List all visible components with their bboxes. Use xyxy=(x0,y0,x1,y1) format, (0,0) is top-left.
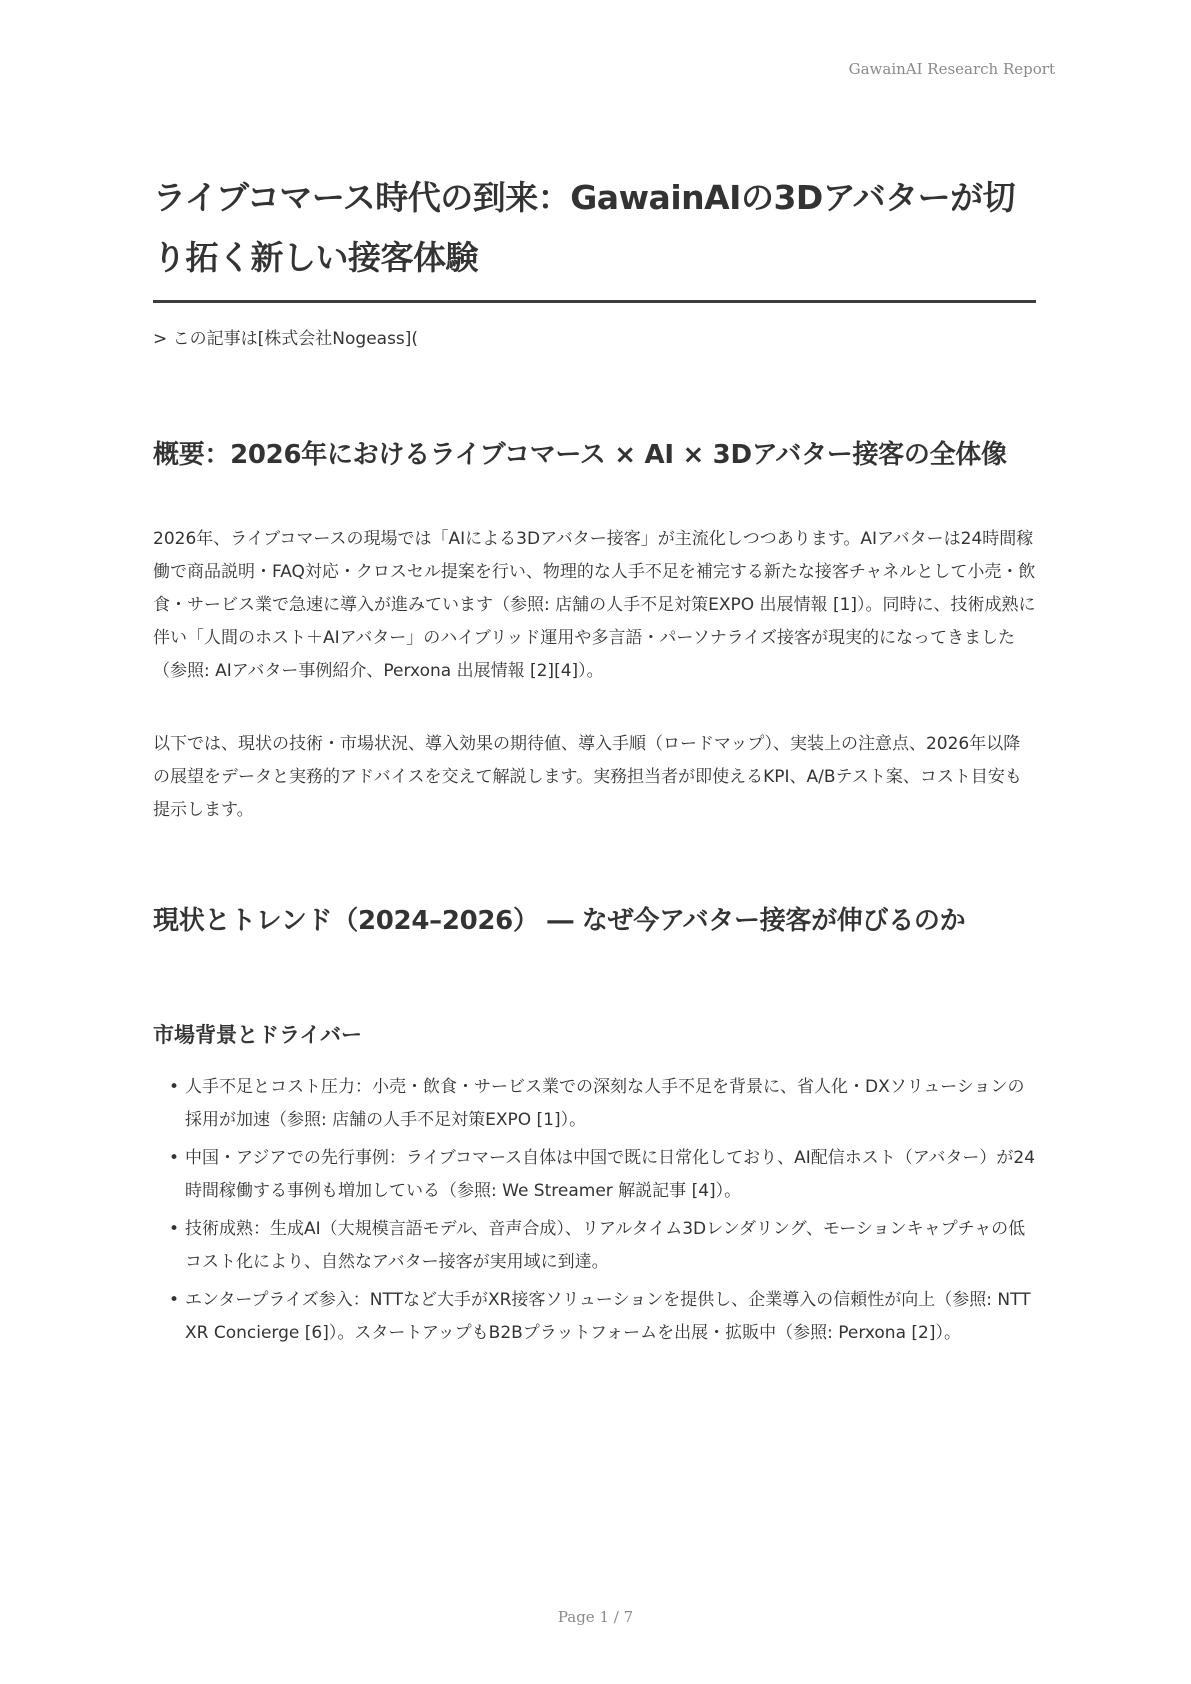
section-heading-trends: 現状とトレンド（2024–2026） ― なぜ今アバター接客が伸びるのか xyxy=(153,906,966,936)
list-item xyxy=(169,1284,1036,1350)
overview-paragraph-1: 2026年、ライブコマースの現場では「AIによる3Dアバター接客」が主流化しつつあります。AIアバターは24時間稼働で商品説明・FAQ対応・クロスセル提案を行い、物理的な人手不足を補完する新たな接客チャネルとして小売・飲食・サービス業で急速に導入が進みています（参照: 店舗の人手不足対策EXPO 出展情報 [1]）。同時に、技術成熟に伴い「人間のホスト＋AIアバター」のハイブリッド運用や多言語・パーソナライズ接客が現実的になってきました（参照: AIアバター事例紹介、Perxona 出展情報 [2][4]）。 xyxy=(153,529,1036,681)
page-number: Page 1 / 7 xyxy=(557,1608,634,1626)
section-heading-overview: 概要：2026年におけるライブコマース × AI × 3Dアバター接客の全体像 xyxy=(153,440,1007,470)
subsection-heading-market-drivers: 市場背景とドライバー xyxy=(153,1023,362,1047)
attribution-note: > この記事は[株式会社Nogeass]( xyxy=(153,329,419,349)
document-title: ライブコマース時代の到来：GawainAIの3Dアバターが切り拓く新しい接客体験 xyxy=(153,168,1036,303)
bullet-icon: • xyxy=(169,1219,180,1239)
running-header: GawainAI Research Report xyxy=(848,60,1055,78)
document-body xyxy=(153,168,1036,1355)
list-item-text: エンタープライズ参入：NTTなど大手がXR接客ソリューションを提供し、企業導入の信頼性が向上（参照: NTT XR Concierge [6]）。スタートアップもB2Bプラットフォームを出展・拡販中（参照: Perxona [2]）。 xyxy=(185,1290,1031,1343)
list-item-text: 人手不足とコスト圧力：小売・飲食・サービス業での深刻な人手不足を背景に、省人化・DXソリューションの採用が加速（参照: 店舗の人手不足対策EXPO [1]）。 xyxy=(185,1077,1025,1130)
market-drivers-list xyxy=(153,1071,1036,1350)
overview-paragraph-2: 以下では、現状の技術・市場状況、導入効果の期待値、導入手順（ロードマップ）、実装上の注意点、2026年以降の展望をデータと実務的アドバイスを交えて解説します。実務担当者が即使えるKPI、A/Bテスト案、コスト目安も提示します。 xyxy=(153,734,1022,820)
list-item-text: 技術成熟：生成AI（大規模言語モデル、音声合成）、リアルタイム3Dレンダリング、モーションキャプチャの低コスト化により、自然なアバター接客が実用域に到達。 xyxy=(185,1219,1026,1272)
bullet-icon: • xyxy=(169,1290,180,1310)
bullet-icon: • xyxy=(169,1148,180,1168)
list-item xyxy=(169,1213,1036,1279)
bullet-icon: • xyxy=(169,1077,180,1097)
list-item xyxy=(169,1071,1036,1137)
list-item-text: 中国・アジアでの先行事例：ライブコマース自体は中国で既に日常化しており、AI配信ホスト（アバター）が24時間稼働する事例も増加している（参照: We Streamer 解説記事 [4]）。 xyxy=(185,1148,1036,1201)
list-item xyxy=(169,1142,1036,1208)
